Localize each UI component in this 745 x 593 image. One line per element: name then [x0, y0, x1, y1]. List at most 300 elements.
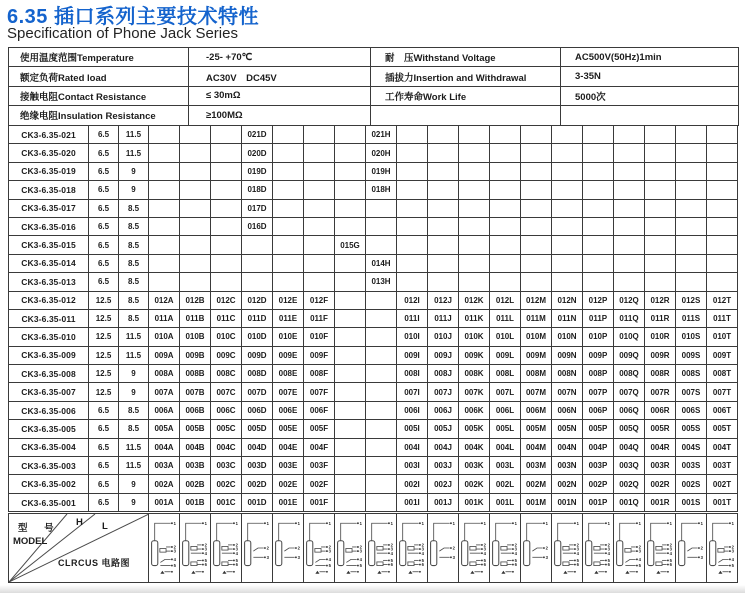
code-cell: [366, 291, 397, 309]
svg-text:4: 4: [421, 550, 424, 556]
code-cell: 008R: [645, 365, 676, 383]
code-cell: 011Q: [614, 309, 645, 327]
spec-value-cell: ≥100MΩ: [189, 106, 371, 125]
code-cell: [459, 181, 490, 199]
code-cell: [459, 273, 490, 291]
code-cell: 011I: [397, 309, 428, 327]
code-cell: 019D: [242, 162, 273, 180]
code-cell: 002Q: [614, 475, 645, 493]
model-table-body: [9, 126, 738, 512]
code-cell: [676, 144, 707, 162]
code-cell: 010R: [645, 328, 676, 346]
table-row: [9, 236, 738, 254]
code-cell: 011K: [459, 309, 490, 327]
code-cell: 001K: [459, 493, 490, 511]
code-cell: 003T: [707, 457, 738, 475]
circuit-cell-l: [489, 514, 520, 583]
code-cell: [583, 236, 614, 254]
code-cell: [645, 144, 676, 162]
dim-l-cell: 8.5: [119, 236, 149, 254]
code-cell: [614, 126, 645, 144]
code-cell: 002K: [459, 475, 490, 493]
code-cell: [676, 162, 707, 180]
svg-text:2: 2: [421, 542, 424, 548]
svg-text:3: 3: [514, 546, 517, 552]
code-cell: [645, 162, 676, 180]
code-cell: [614, 144, 645, 162]
svg-text:1: 1: [266, 520, 269, 526]
svg-text:1: 1: [173, 520, 176, 526]
code-cell: [304, 144, 335, 162]
dim-l-cell: 8.5: [119, 217, 149, 235]
code-cell: 005L: [490, 420, 521, 438]
code-cell: [645, 126, 676, 144]
code-cell: [459, 217, 490, 235]
svg-text:1: 1: [297, 520, 300, 526]
circuit-cell-q: [613, 514, 644, 583]
code-cell: 007K: [459, 383, 490, 401]
code-cell: 004K: [459, 438, 490, 456]
svg-text:4: 4: [514, 550, 517, 556]
code-cell: 018H: [366, 181, 397, 199]
code-cell: 001L: [490, 493, 521, 511]
code-cell: 012J: [428, 291, 459, 309]
dim-l-cell: 8.5: [119, 273, 149, 291]
code-cell: 008B: [180, 365, 211, 383]
code-cell: 008E: [273, 365, 304, 383]
svg-text:2: 2: [173, 544, 176, 550]
code-cell: [304, 254, 335, 272]
code-cell: 012N: [552, 291, 583, 309]
svg-text:2: 2: [700, 545, 703, 551]
code-cell: 004C: [211, 438, 242, 456]
svg-text:6: 6: [576, 562, 579, 568]
code-cell: [490, 254, 521, 272]
code-cell: 003R: [645, 457, 676, 475]
spec-label-cell: [371, 106, 561, 125]
model-cell: CK3-6.35-002: [9, 475, 89, 493]
svg-text:2: 2: [328, 544, 331, 550]
code-cell: [273, 236, 304, 254]
code-cell: [149, 126, 180, 144]
svg-text:5: 5: [483, 558, 486, 564]
svg-text:5: 5: [731, 563, 734, 569]
code-cell: [335, 438, 366, 456]
code-cell: [428, 162, 459, 180]
code-cell: [273, 199, 304, 217]
code-cell: [335, 420, 366, 438]
code-cell: [149, 273, 180, 291]
code-cell: 009P: [583, 346, 614, 364]
model-cell: CK3-6.35-020: [9, 144, 89, 162]
dim-l-cell: 8.5: [119, 420, 149, 438]
code-cell: [366, 199, 397, 217]
dim-l-cell: 9: [119, 493, 149, 511]
code-cell: 012E: [273, 291, 304, 309]
code-cell: [180, 162, 211, 180]
code-cell: 008D: [242, 365, 273, 383]
code-cell: [521, 199, 552, 217]
dim-h-cell: 12.5: [89, 365, 119, 383]
code-cell: 005P: [583, 420, 614, 438]
code-cell: [397, 273, 428, 291]
dim-h-cell: 6.5: [89, 273, 119, 291]
code-cell: 006Q: [614, 401, 645, 419]
code-cell: [273, 144, 304, 162]
dim-h-cell: 12.5: [89, 346, 119, 364]
svg-text:3: 3: [731, 548, 734, 554]
code-cell: 010D: [242, 328, 273, 346]
circuit-diagram-icon: [490, 516, 520, 580]
svg-text:2: 2: [607, 542, 610, 548]
circuit-diagram-icon: [459, 516, 489, 580]
code-cell: 008A: [149, 365, 180, 383]
table-row: [9, 401, 738, 419]
code-cell: 019H: [366, 162, 397, 180]
code-cell: 008F: [304, 365, 335, 383]
svg-text:3: 3: [638, 548, 641, 554]
svg-text:2: 2: [731, 544, 734, 550]
code-cell: [149, 181, 180, 199]
code-cell: 010S: [676, 328, 707, 346]
svg-text:3: 3: [297, 554, 300, 560]
svg-text:2: 2: [576, 542, 579, 548]
spec-label-cell: 使用温度范围Temperature: [9, 48, 189, 67]
dim-l-cell: 11.5: [119, 457, 149, 475]
dim-h-cell: 6.5: [89, 162, 119, 180]
code-cell: 006N: [552, 401, 583, 419]
circuit-diagram-icon: [707, 516, 738, 580]
code-cell: [397, 199, 428, 217]
code-cell: [583, 181, 614, 199]
code-cell: [149, 144, 180, 162]
code-cell: 003C: [211, 457, 242, 475]
code-cell: 006E: [273, 401, 304, 419]
code-cell: [521, 273, 552, 291]
scan-shadow: [0, 585, 745, 593]
code-cell: [583, 199, 614, 217]
circuit-diagram-icon: [211, 516, 241, 580]
model-cell: CK3-6.35-009: [9, 346, 89, 364]
dim-h-cell: 6.5: [89, 438, 119, 456]
code-cell: [366, 365, 397, 383]
table-row: [9, 126, 738, 144]
svg-text:4: 4: [576, 550, 579, 556]
code-cell: [428, 199, 459, 217]
code-cell: 008S: [676, 365, 707, 383]
svg-text:3: 3: [483, 546, 486, 552]
code-cell: [304, 273, 335, 291]
code-cell: 007E: [273, 383, 304, 401]
code-cell: 001Q: [614, 493, 645, 511]
dim-h-cell: 6.5: [89, 217, 119, 235]
model-cell: CK3-6.35-011: [9, 309, 89, 327]
l-column-header: L: [102, 521, 108, 532]
code-cell: 005B: [180, 420, 211, 438]
model-cell: CK3-6.35-007: [9, 383, 89, 401]
dim-h-cell: 12.5: [89, 383, 119, 401]
code-cell: [397, 162, 428, 180]
code-cell: [645, 217, 676, 235]
code-cell: [676, 254, 707, 272]
table-row: [9, 346, 738, 364]
code-cell: [366, 457, 397, 475]
code-cell: [211, 144, 242, 162]
code-cell: [459, 254, 490, 272]
dim-h-cell: 12.5: [89, 328, 119, 346]
table-row: [9, 383, 738, 401]
circuit-diagram-icon: [397, 516, 427, 580]
code-cell: 004L: [490, 438, 521, 456]
code-cell: 010M: [521, 328, 552, 346]
code-cell: 002N: [552, 475, 583, 493]
circuit-cell-a: [149, 514, 180, 583]
code-cell: [366, 217, 397, 235]
code-cell: [335, 217, 366, 235]
code-cell: 004N: [552, 438, 583, 456]
circuit-cell-b: [180, 514, 211, 583]
dim-h-cell: 6.5: [89, 420, 119, 438]
circuit-diagram-icon: [676, 516, 706, 580]
code-cell: 007T: [707, 383, 738, 401]
code-cell: 009I: [397, 346, 428, 364]
code-cell: 008J: [428, 365, 459, 383]
code-cell: 003L: [490, 457, 521, 475]
spec-value-cell: 3-35N: [561, 67, 739, 86]
code-cell: 021D: [242, 126, 273, 144]
dim-l-cell: 11.5: [119, 144, 149, 162]
code-cell: [552, 199, 583, 217]
code-cell: 009Q: [614, 346, 645, 364]
code-cell: 009J: [428, 346, 459, 364]
code-cell: [521, 254, 552, 272]
code-cell: [490, 236, 521, 254]
svg-text:1: 1: [669, 520, 672, 526]
svg-text:1: 1: [235, 520, 238, 526]
code-cell: 006S: [676, 401, 707, 419]
code-cell: [676, 217, 707, 235]
dim-h-cell: 6.5: [89, 236, 119, 254]
code-cell: 003D: [242, 457, 273, 475]
code-cell: 012F: [304, 291, 335, 309]
code-cell: 007R: [645, 383, 676, 401]
code-cell: [180, 199, 211, 217]
code-cell: 004P: [583, 438, 614, 456]
code-cell: [707, 181, 738, 199]
code-cell: [552, 236, 583, 254]
code-cell: [459, 236, 490, 254]
table-row: [9, 273, 738, 291]
code-cell: [552, 162, 583, 180]
code-cell: 007C: [211, 383, 242, 401]
dim-l-cell: 11.5: [119, 438, 149, 456]
code-cell: [366, 328, 397, 346]
code-cell: 008T: [707, 365, 738, 383]
code-cell: 014H: [366, 254, 397, 272]
svg-text:5: 5: [390, 558, 393, 564]
code-cell: 002I: [397, 475, 428, 493]
svg-text:2: 2: [235, 542, 238, 548]
svg-text:4: 4: [173, 557, 176, 563]
model-cell: CK3-6.35-001: [9, 493, 89, 511]
code-cell: 002A: [149, 475, 180, 493]
code-cell: [552, 254, 583, 272]
code-cell: [707, 126, 738, 144]
code-cell: [304, 181, 335, 199]
table-row: [9, 199, 738, 217]
dim-h-cell: 6.5: [89, 199, 119, 217]
code-cell: [521, 217, 552, 235]
code-cell: [180, 144, 211, 162]
code-cell: [211, 217, 242, 235]
code-cell: 012L: [490, 291, 521, 309]
code-cell: [490, 273, 521, 291]
table-row: [9, 328, 738, 346]
code-cell: [552, 217, 583, 235]
code-cell: [645, 199, 676, 217]
code-cell: [335, 328, 366, 346]
code-cell: [335, 144, 366, 162]
code-cell: 002P: [583, 475, 614, 493]
code-cell: [180, 236, 211, 254]
table-row: [9, 181, 738, 199]
code-cell: 006C: [211, 401, 242, 419]
code-cell: [397, 181, 428, 199]
code-cell: 004A: [149, 438, 180, 456]
code-cell: [335, 199, 366, 217]
code-cell: 011T: [707, 309, 738, 327]
svg-text:1: 1: [390, 520, 393, 526]
svg-text:1: 1: [359, 520, 362, 526]
code-cell: [521, 126, 552, 144]
code-cell: 008N: [552, 365, 583, 383]
code-cell: 015G: [335, 236, 366, 254]
page-subtitle: Specification of Phone Jack Series: [7, 25, 238, 42]
table-row: [9, 438, 738, 456]
code-cell: [552, 273, 583, 291]
code-cell: 001D: [242, 493, 273, 511]
code-cell: [180, 181, 211, 199]
code-cell: 003M: [521, 457, 552, 475]
code-cell: 008P: [583, 365, 614, 383]
code-cell: 007L: [490, 383, 521, 401]
code-cell: 011A: [149, 309, 180, 327]
spec-value-cell: ≤ 30mΩ: [189, 86, 371, 105]
model-cell: CK3-6.35-008: [9, 365, 89, 383]
code-cell: 006D: [242, 401, 273, 419]
code-cell: [335, 273, 366, 291]
code-cell: 009S: [676, 346, 707, 364]
model-cell: CK3-6.35-021: [9, 126, 89, 144]
code-cell: [149, 162, 180, 180]
svg-text:3: 3: [359, 548, 362, 554]
code-cell: 001R: [645, 493, 676, 511]
svg-text:4: 4: [638, 557, 641, 563]
svg-text:4: 4: [483, 550, 486, 556]
table-row: [9, 144, 738, 162]
code-cell: 017D: [242, 199, 273, 217]
svg-text:3: 3: [173, 548, 176, 554]
svg-text:3: 3: [669, 546, 672, 552]
svg-text:1: 1: [204, 520, 207, 526]
code-cell: [335, 401, 366, 419]
code-cell: 004Q: [614, 438, 645, 456]
code-cell: 010K: [459, 328, 490, 346]
code-cell: 007Q: [614, 383, 645, 401]
table-row: [9, 254, 738, 272]
spec-value-cell: AC500V(50Hz)1min: [561, 48, 739, 67]
code-cell: 012T: [707, 291, 738, 309]
svg-text:3: 3: [235, 546, 238, 552]
code-cell: 001P: [583, 493, 614, 511]
circuit-diagram-icon: [242, 516, 272, 580]
code-cell: 003N: [552, 457, 583, 475]
spec-label-cell: 接触电阻Contact Resistance: [9, 86, 189, 105]
diagonal-header: [9, 514, 148, 582]
code-cell: 004B: [180, 438, 211, 456]
svg-text:5: 5: [421, 558, 424, 564]
dim-l-cell: 8.5: [119, 254, 149, 272]
dim-l-cell: 9: [119, 365, 149, 383]
code-cell: 006J: [428, 401, 459, 419]
code-cell: [614, 236, 645, 254]
svg-text:5: 5: [328, 563, 331, 569]
svg-text:6: 6: [235, 562, 238, 568]
code-cell: [335, 383, 366, 401]
table-row: [9, 291, 738, 309]
circuit-diagram-icon: [645, 516, 675, 580]
code-cell: [707, 254, 738, 272]
spec-label-cell: 耐 压Withstand Voltage: [371, 48, 561, 67]
code-cell: 003K: [459, 457, 490, 475]
circuit-row: [9, 514, 738, 583]
code-cell: [490, 162, 521, 180]
code-cell: 020D: [242, 144, 273, 162]
model-cell: CK3-6.35-019: [9, 162, 89, 180]
code-cell: [149, 236, 180, 254]
code-cell: 002R: [645, 475, 676, 493]
code-cell: 016D: [242, 217, 273, 235]
circuit-cell-j: [427, 514, 458, 583]
code-cell: [273, 254, 304, 272]
code-cell: [397, 126, 428, 144]
code-cell: 012S: [676, 291, 707, 309]
code-cell: 011S: [676, 309, 707, 327]
code-cell: 004S: [676, 438, 707, 456]
code-cell: [366, 475, 397, 493]
svg-text:3: 3: [545, 554, 548, 560]
code-cell: 008L: [490, 365, 521, 383]
circuit-cell-s: [675, 514, 706, 583]
svg-text:4: 4: [235, 550, 238, 556]
code-cell: 003F: [304, 457, 335, 475]
code-cell: [552, 144, 583, 162]
code-cell: 009R: [645, 346, 676, 364]
code-cell: 004R: [645, 438, 676, 456]
svg-text:3: 3: [328, 548, 331, 554]
code-cell: 012K: [459, 291, 490, 309]
svg-text:1: 1: [452, 520, 455, 526]
code-cell: 002B: [180, 475, 211, 493]
svg-text:2: 2: [514, 542, 517, 548]
code-cell: 006L: [490, 401, 521, 419]
svg-text:1: 1: [638, 520, 641, 526]
code-cell: 008I: [397, 365, 428, 383]
code-cell: 002T: [707, 475, 738, 493]
code-cell: [614, 217, 645, 235]
code-cell: [180, 217, 211, 235]
code-cell: [490, 181, 521, 199]
